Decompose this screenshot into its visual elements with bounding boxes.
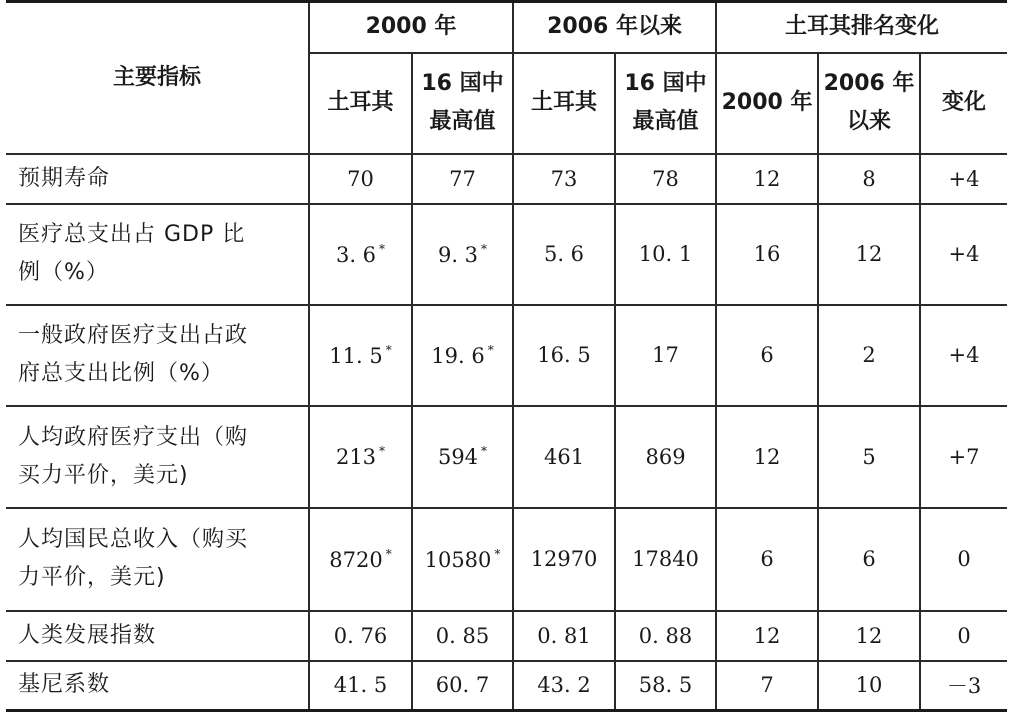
rank-change-cell-value: 0	[957, 623, 971, 648]
table-row	[6, 204, 1007, 305]
indicator-cell	[6, 204, 309, 305]
turkey-2006-cell-value: 73	[550, 166, 578, 191]
rank-change-cell	[920, 611, 1007, 661]
rank-2006-cell	[818, 305, 920, 406]
indicator-cell	[6, 154, 309, 204]
max-2006-cell	[615, 661, 716, 711]
max-2006-cell	[615, 204, 716, 305]
turkey-2006-cell-value: 0. 81	[537, 623, 591, 648]
rank-2000-cell	[716, 154, 818, 204]
indicator-cell	[6, 661, 309, 711]
header-max-2000	[412, 53, 513, 154]
rank-change-cell-value: +4	[948, 343, 980, 367]
rank-2006-cell-value: 12	[855, 623, 883, 648]
turkey-2006-cell	[513, 305, 615, 406]
indicator-line1: 医疗总支出占 GDP 比	[18, 222, 246, 247]
rank-2006-cell-value: 12	[855, 242, 883, 266]
footnote-asterisk: *	[385, 342, 392, 357]
rank-2006-cell-value: 10	[855, 673, 883, 698]
max-2006-cell-value: 17	[652, 343, 679, 367]
indicator-line2: 府总支出比例（%）	[18, 361, 224, 386]
max-2000-cell	[412, 508, 513, 611]
rank-2000-cell	[716, 406, 818, 508]
rank-change-cell	[920, 204, 1007, 305]
turkey-2006-cell	[513, 508, 615, 611]
turkey-2006-cell	[513, 611, 615, 661]
rank-2006-cell-value: 2	[862, 343, 876, 367]
indicator-cell	[6, 305, 309, 406]
rank-2000-cell	[716, 661, 818, 711]
rank-2000-cell-value: 12	[753, 166, 781, 191]
rank-2000-cell	[716, 204, 818, 305]
rank-2000-cell	[716, 508, 818, 611]
max-2006-cell-value: 17840	[632, 547, 699, 571]
header-max-2006	[615, 53, 716, 154]
rank-2006-cell	[818, 661, 920, 711]
indicator-line2: 力平价，美元)	[18, 565, 166, 590]
footnote-asterisk: *	[379, 241, 386, 256]
table-row	[6, 661, 1007, 711]
max-2000-cell	[412, 406, 513, 508]
indicator-cell	[6, 611, 309, 661]
table-row	[6, 406, 1007, 508]
rank-2006-cell	[818, 154, 920, 204]
max-2006-cell	[615, 611, 716, 661]
rank-2006-cell	[818, 508, 920, 611]
turkey-2000-cell-value: 213	[335, 445, 377, 469]
turkey-2000-cell-value: 8720	[329, 547, 383, 572]
header-change: 变化	[920, 53, 1007, 154]
max-2006-cell	[615, 305, 716, 406]
indicator-line1: 人类发展指数	[18, 622, 157, 648]
rank-change-cell-value: +4	[948, 242, 980, 266]
rank-change-cell-value: +7	[948, 444, 980, 469]
indicator-line1: 一般政府医疗支出占政	[18, 323, 249, 348]
max-2000-cell-value: 594	[437, 445, 479, 469]
rank-2000-cell-value: 12	[753, 444, 781, 469]
rank-change-cell-value: －3	[946, 674, 982, 699]
header-rank-2006-line1: 2006 年	[823, 71, 915, 96]
rank-2000-cell-value: 12	[753, 623, 781, 648]
header-turkey-2006: 土耳其	[513, 53, 615, 154]
rank-2006-cell	[818, 406, 920, 508]
turkey-2006-cell-value: 12970	[530, 547, 598, 571]
header-group-2000: 2000 年	[309, 2, 513, 53]
header-group-2006: 2006 年以来	[513, 2, 716, 53]
header-turkey-2000: 土耳其	[309, 53, 412, 154]
rank-2000-cell-value: 6	[760, 343, 774, 367]
rank-change-cell-value: +4	[948, 166, 980, 191]
indicator-line1: 预期寿命	[18, 165, 111, 191]
max-2006-cell-value: 10. 1	[638, 242, 693, 266]
table-row	[6, 154, 1007, 204]
max-2006-cell	[615, 406, 716, 508]
turkey-2006-cell	[513, 204, 615, 305]
max-2000-cell	[412, 661, 513, 711]
rank-2006-cell	[818, 204, 920, 305]
indicator-cell	[6, 508, 309, 611]
indicator-line2: 例（%）	[18, 260, 109, 285]
turkey-2000-cell	[309, 204, 412, 305]
rank-change-cell	[920, 305, 1007, 406]
indicator-cell	[6, 406, 309, 508]
footnote-asterisk: *	[481, 444, 488, 458]
turkey-2000-cell	[309, 661, 412, 711]
turkey-2000-cell	[309, 611, 412, 661]
header-rank-2006	[818, 53, 920, 154]
rank-change-cell	[920, 508, 1007, 611]
turkey-2000-cell	[309, 154, 412, 204]
turkey-2000-cell-value: 11. 5	[329, 343, 383, 368]
rank-2000-cell-value: 16	[753, 242, 781, 266]
rank-2006-cell-value: 5	[862, 444, 876, 469]
max-2006-cell-value: 869	[645, 444, 686, 469]
rank-2000-cell	[716, 305, 818, 406]
indicator-line1: 基尼系数	[18, 672, 111, 698]
header-max-2006-line2: 最高值	[632, 109, 699, 134]
max-2006-cell	[615, 508, 716, 611]
turkey-2006-cell	[513, 154, 615, 204]
header-indicator: 主要指标	[6, 2, 309, 154]
turkey-2000-cell-value: 0. 76	[333, 623, 388, 648]
turkey-2000-cell	[309, 305, 412, 406]
footnote-asterisk: *	[487, 342, 494, 357]
footnote-asterisk: *	[481, 241, 488, 256]
max-2000-cell-value: 19. 6	[431, 343, 485, 368]
turkey-2006-cell	[513, 661, 615, 711]
max-2000-cell-value: 9. 3	[437, 242, 479, 267]
turkey-2006-cell-value: 461	[543, 444, 585, 469]
table-row	[6, 508, 1007, 611]
header-rank-2000: 2000 年	[716, 53, 818, 154]
footnote-asterisk: *	[385, 546, 392, 561]
turkey-2006-cell	[513, 406, 615, 508]
max-2000-cell-value: 60. 7	[435, 673, 490, 698]
turkey-2000-cell	[309, 406, 412, 508]
table-row	[6, 305, 1007, 406]
rank-2000-cell-value: 7	[760, 673, 774, 698]
rank-2000-cell	[716, 611, 818, 661]
rank-2006-cell-value: 6	[862, 547, 876, 571]
max-2000-cell	[412, 305, 513, 406]
max-2006-cell-value: 0. 88	[638, 623, 693, 648]
table-row	[6, 611, 1007, 661]
turkey-2000-cell-value: 3. 6	[335, 242, 377, 267]
max-2006-cell-value: 58. 5	[638, 673, 693, 698]
turkey-2006-cell-value: 5. 6	[543, 242, 585, 266]
indicator-line1: 人均政府医疗支出（购	[18, 424, 249, 450]
header-group-rank-change: 土耳其排名变化	[716, 2, 1007, 53]
rank-2006-cell-value: 8	[862, 166, 876, 191]
rank-2006-cell	[818, 611, 920, 661]
footnote-asterisk: *	[379, 444, 386, 458]
indicator-line2: 买力平价，美元)	[18, 462, 189, 488]
header-rank-2006-line2: 以来	[847, 109, 892, 134]
max-2000-cell-value: 77	[449, 166, 476, 191]
rank-change-cell-value: 0	[957, 547, 971, 571]
rank-change-cell	[920, 661, 1007, 711]
max-2006-cell-value: 78	[652, 166, 679, 191]
footnote-asterisk: *	[494, 546, 501, 561]
turkey-2006-cell-value: 43. 2	[537, 673, 591, 698]
indicator-line1: 人均国民总收入（购买	[18, 527, 249, 552]
rank-2000-cell-value: 6	[760, 547, 774, 571]
turkey-2000-cell-value: 41. 5	[333, 673, 388, 698]
header-max-2006-line1: 16 国中	[624, 71, 707, 96]
turkey-2006-cell-value: 16. 5	[537, 343, 591, 367]
max-2000-cell	[412, 204, 513, 305]
table-header	[6, 2, 1007, 154]
max-2000-cell-value: 0. 85	[435, 623, 490, 648]
header-max-2000-line2: 最高值	[429, 109, 496, 134]
indicator-table	[6, 0, 1007, 712]
max-2000-cell	[412, 611, 513, 661]
table-body	[6, 154, 1007, 711]
rank-change-cell	[920, 406, 1007, 508]
turkey-2000-cell-value: 70	[347, 166, 374, 191]
rank-change-cell	[920, 154, 1007, 204]
header-max-2000-line1: 16 国中	[421, 71, 504, 96]
max-2000-cell-value: 10580	[424, 547, 492, 572]
turkey-2000-cell	[309, 508, 412, 611]
max-2006-cell	[615, 154, 716, 204]
max-2000-cell	[412, 154, 513, 204]
